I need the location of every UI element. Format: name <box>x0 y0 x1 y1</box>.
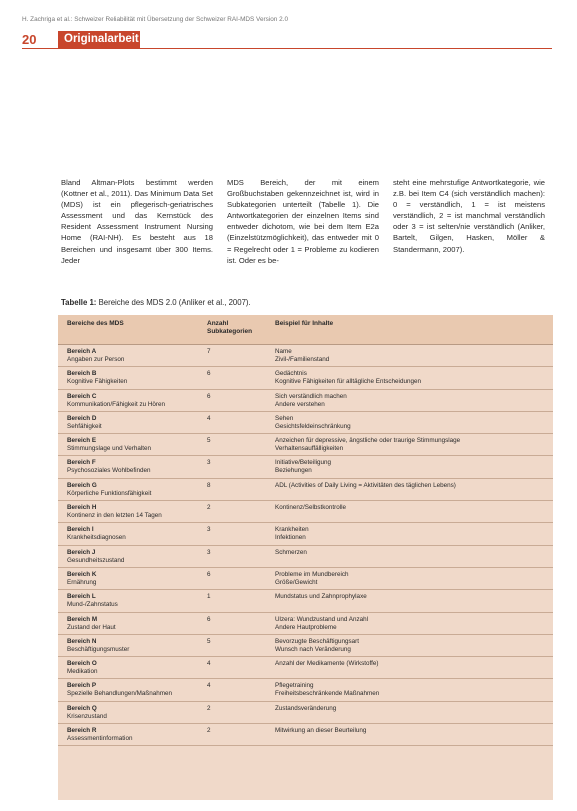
table-row <box>58 434 553 456</box>
example-line-1: ADL (Activities of Daily Living = Aktivitäten des täglichen Lebens) <box>275 481 456 489</box>
table-row <box>58 479 553 501</box>
subcategory-count: 1 <box>207 593 211 601</box>
example-line-1: Sehen <box>275 414 294 422</box>
example-cell <box>275 635 553 656</box>
area-cell <box>58 724 207 745</box>
subcategory-count: 2 <box>207 504 211 512</box>
example-cell <box>275 724 553 745</box>
area-cell <box>58 412 207 433</box>
table-header-row <box>58 315 553 345</box>
subcategory-count: 4 <box>207 682 211 690</box>
table-row <box>58 635 553 657</box>
body-text <box>61 177 553 266</box>
example-cell <box>275 412 553 433</box>
area-name: Spezielle Behandlungen/Maßnahmen <box>67 690 173 698</box>
subcategory-count: 6 <box>207 570 211 578</box>
example-line-1: Schmerzen <box>275 548 307 556</box>
table-row <box>58 412 553 434</box>
subcategory-count: 3 <box>207 459 211 467</box>
table-row <box>58 679 553 701</box>
table-row <box>58 657 553 679</box>
example-cell <box>275 501 553 522</box>
subcategory-count: 8 <box>207 481 211 489</box>
area-name: Beschäftigungsmuster <box>67 645 130 653</box>
example-cell <box>275 367 553 388</box>
example-line-1: Name <box>275 348 292 355</box>
area-name: Sehfähigkeit <box>67 422 102 430</box>
area-name: Angaben zur Person <box>67 356 125 363</box>
subcategory-count: 5 <box>207 437 211 445</box>
table-row <box>58 390 553 412</box>
area-name: Assessmentinformation <box>67 735 133 743</box>
example-line-1: Mundstatus und Zahnprophylaxe <box>275 593 367 601</box>
example-line-2: Beziehungen <box>275 467 312 475</box>
area-cell <box>58 590 207 611</box>
example-line-2: Kognitive Fähigkeiten für alltägliche Entscheidungen <box>275 378 421 386</box>
example-line-1: Initiative/Beteiligung <box>275 459 332 467</box>
area-cell <box>58 367 207 388</box>
table-row <box>58 568 553 590</box>
example-cell <box>275 345 553 366</box>
subcategory-count: 5 <box>207 637 211 645</box>
table-body <box>58 345 553 746</box>
example-line-2: Gesichtsfeldeinschränkung <box>275 422 351 430</box>
area-cell <box>58 456 207 477</box>
area-cell <box>58 635 207 656</box>
area-name: Ernährung <box>67 578 97 586</box>
example-cell <box>275 568 553 589</box>
area-code: Bereich K <box>67 570 97 578</box>
area-cell <box>58 702 207 723</box>
area-code: Bereich R <box>67 727 97 735</box>
table-row <box>58 501 553 523</box>
subcategory-count: 4 <box>207 414 211 422</box>
table-caption <box>61 298 251 307</box>
subcategory-count: 6 <box>207 392 211 400</box>
subcategory-count: 6 <box>207 615 211 623</box>
area-name: Gesundheitszustand <box>67 556 125 564</box>
area-code: Bereich E <box>67 437 97 445</box>
header-areas: Bereiche des MDS <box>67 320 124 327</box>
example-line-2: Wunsch nach Veränderung <box>275 645 351 653</box>
area-code: Bereich M <box>67 615 98 623</box>
example-line-2: Andere Hautprobleme <box>275 623 337 631</box>
area-code: Bereich L <box>67 593 96 601</box>
area-cell <box>58 657 207 678</box>
running-head: H. Zachriga et al.: Schweizer Reliabilität mit Übersetzung der Schweizer RAI-MDS Version 2.0 <box>22 16 289 23</box>
area-cell <box>58 546 207 567</box>
area-code: Bereich A <box>67 348 97 355</box>
area-name: Stimmungslage und Verhalten <box>67 445 152 453</box>
section-label: Originalarbeit <box>58 31 140 48</box>
area-name: Krisenzustand <box>67 712 107 720</box>
body-column-3: steht eine mehrstufige Antwortkategorie, wie z.B. bei Item C4 (sich verständlich machen): 0 = verständlich, 1 = ist meistens verständlich, 2 = ist manchmal verständlich oder 3 = ist selten/nie verständlich (Anliker, Bartelt, Gilgen, Hasken, Möller & Standermann, 2007). <box>393 178 545 254</box>
example-line-1: Bevorzugte Beschäftigungsart <box>275 637 360 645</box>
table-row <box>58 456 553 478</box>
area-name: Mund-/Zahnstatus <box>67 601 118 609</box>
example-cell <box>275 390 553 411</box>
subcategory-count: 4 <box>207 660 211 668</box>
area-code: Bereich J <box>67 548 96 556</box>
area-cell <box>58 568 207 589</box>
area-cell <box>58 501 207 522</box>
table-caption-label: Tabelle 1: <box>61 298 97 307</box>
example-cell <box>275 590 553 611</box>
example-line-1: Mitwirkung an dieser Beurteilung <box>275 727 367 735</box>
example-line-2: Infektionen <box>275 534 306 542</box>
area-cell <box>58 390 207 411</box>
area-name: Medikation <box>67 668 98 676</box>
area-code: Bereich P <box>67 682 97 690</box>
area-cell <box>58 434 207 455</box>
example-cell <box>275 657 553 678</box>
example-line-1: Anzahl der Medikamente (Wirkstoffe) <box>275 660 379 668</box>
area-cell <box>58 613 207 634</box>
area-cell <box>58 523 207 544</box>
subcategory-count: 3 <box>207 548 211 556</box>
example-cell <box>275 434 553 455</box>
subcategory-count: 7 <box>207 348 211 355</box>
subcategory-count: 3 <box>207 526 211 534</box>
example-line-1: Kontinenz/Selbstkontrolle <box>275 504 347 512</box>
body-column-2: MDS Bereich, der mit einem Großbuchstaben gekennzeichnet ist, wird in Subkategorien unterteilt (Tabelle 1). Die Antwortkategorien der einzelnen Items sind entweder dichotom, wie bei dem Item E2a (Einzelstützmöglichkeit), das entweder mit 0 = Regelrecht oder 1 = Probleme zu kodieren ist. Oder es be- <box>227 178 379 265</box>
area-name: Krankheitsdiagnosen <box>67 534 126 542</box>
area-name: Kognitive Fähigkeiten <box>67 378 128 386</box>
example-line-1: Probleme im Mundbereich <box>275 570 349 578</box>
table-row <box>58 523 553 545</box>
table-row <box>58 724 553 746</box>
subcategory-count: 2 <box>207 727 211 735</box>
area-name: Körperliche Funktionsfähigkeit <box>67 489 152 497</box>
example-line-2: Verhaltensauffälligkeiten <box>275 445 344 453</box>
area-code: Bereich F <box>67 459 96 467</box>
example-line-2: Größe/Gewicht <box>275 578 318 586</box>
example-cell <box>275 523 553 544</box>
area-cell <box>58 679 207 700</box>
example-line-1: Sich verständlich machen <box>275 392 347 400</box>
example-line-2: Zivil-/Familienstand <box>275 356 330 363</box>
example-line-1: Ulzera: Wundzustand und Anzahl <box>275 615 368 623</box>
table-caption-text: Bereiche des MDS 2.0 (Anliker et al., 2007). <box>98 298 251 307</box>
table-row <box>58 345 553 367</box>
table-row <box>58 367 553 389</box>
table-row <box>58 613 553 635</box>
body-column-1: Bland Altman-Plots bestimmt werden (Kottner et al., 2011). Das Minimum Data Set (MDS) ist ein pflegerisch-geriatrisches Assessment und das Kernstück des Resident Assessment Instrument Nursing Home (RAI-NH). Es besteht aus 18 Bereichen und insgesamt über 300 Items. Jeder <box>61 178 213 265</box>
example-cell <box>275 479 553 500</box>
area-code: Bereich D <box>67 414 97 422</box>
table-row <box>58 590 553 612</box>
area-name: Kommunikation/Fähigkeit zu Hören <box>67 400 165 408</box>
example-line-2: Andere verstehen <box>275 400 325 408</box>
subcategory-count: 2 <box>207 704 211 712</box>
header-count: Anzahl Subkategorien <box>207 320 253 335</box>
area-cell <box>58 479 207 500</box>
page-number: 20 <box>22 32 37 47</box>
example-cell <box>275 456 553 477</box>
area-code: Bereich I <box>67 526 94 534</box>
area-code: Bereich N <box>67 637 97 645</box>
area-code: Bereich C <box>67 392 97 400</box>
example-line-1: Anzeichen für depressive, ängstliche oder traurige Stimmungslage <box>275 437 461 445</box>
area-name: Zustand der Haut <box>67 623 116 631</box>
area-code: Bereich Q <box>67 704 97 712</box>
area-name: Kontinenz in den letzten 14 Tagen <box>67 512 162 520</box>
example-line-1: Zustandsveränderung <box>275 704 337 712</box>
example-cell <box>275 546 553 567</box>
example-cell <box>275 679 553 700</box>
subcategory-count: 6 <box>207 370 211 378</box>
mds-areas-table <box>58 315 553 800</box>
table-row <box>58 546 553 568</box>
example-cell <box>275 702 553 723</box>
example-line-1: Pflegetraining <box>275 682 314 690</box>
table-row <box>58 702 553 724</box>
area-name: Psychosoziales Wohlbefinden <box>67 467 151 475</box>
header-rule <box>22 48 552 49</box>
example-cell <box>275 613 553 634</box>
area-code: Bereich G <box>67 481 97 489</box>
area-code: Bereich B <box>67 370 97 378</box>
area-code: Bereich H <box>67 504 97 512</box>
example-line-1: Gedächtnis <box>275 370 307 378</box>
page-header <box>22 31 140 48</box>
area-code: Bereich O <box>67 660 97 668</box>
example-line-1: Krankheiten <box>275 526 309 534</box>
area-cell <box>58 345 207 366</box>
header-examples: Beispiel für Inhalte <box>275 320 334 327</box>
example-line-2: Freiheitsbeschränkende Maßnahmen <box>275 690 380 698</box>
